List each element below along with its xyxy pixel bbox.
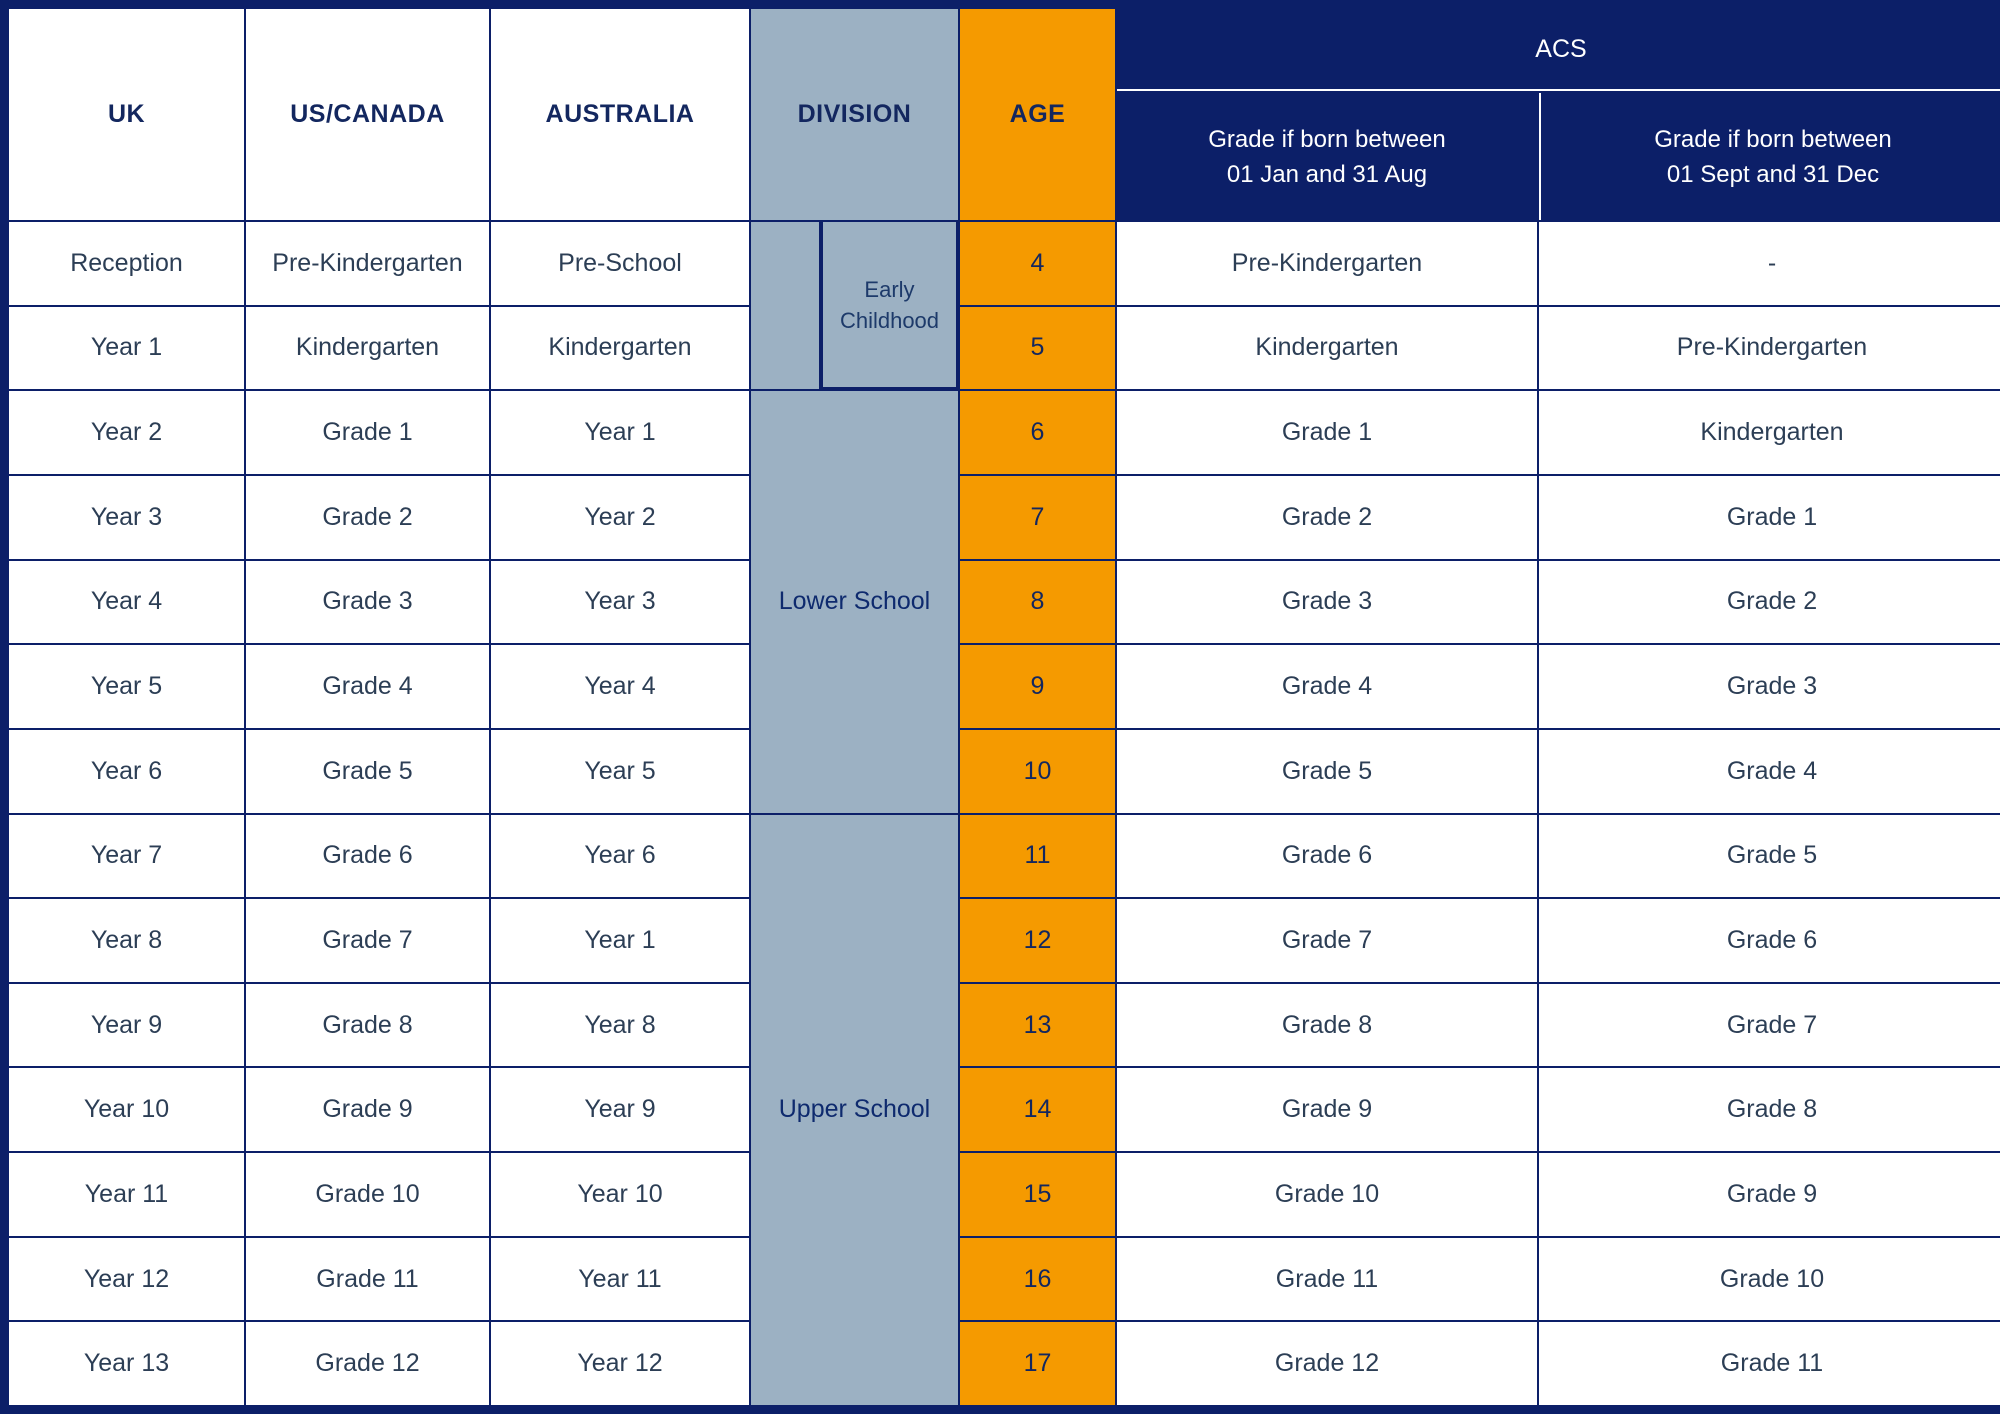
cell-uk: Year 7 bbox=[9, 815, 244, 898]
cell-acs-jan-aug: Grade 9 bbox=[1117, 1068, 1537, 1151]
cell-uk: Year 13 bbox=[9, 1322, 244, 1405]
cell-acs-jan-aug: Pre-Kindergarten bbox=[1117, 222, 1537, 305]
cell-us-canada: Grade 6 bbox=[246, 815, 489, 898]
cell-acs-sep-dec: Grade 1 bbox=[1539, 476, 2000, 559]
cell-us-canada: Grade 11 bbox=[246, 1238, 489, 1321]
cell-uk: Year 5 bbox=[9, 645, 244, 728]
cell-age: 5 bbox=[960, 307, 1115, 390]
cell-us-canada: Pre-Kindergarten bbox=[246, 222, 489, 305]
cell-uk: Year 1 bbox=[9, 307, 244, 390]
division-upper-school: Upper School bbox=[751, 815, 958, 1406]
cell-us-canada: Grade 4 bbox=[246, 645, 489, 728]
cell-acs-jan-aug: Grade 5 bbox=[1117, 730, 1537, 813]
cell-australia: Year 3 bbox=[491, 561, 749, 644]
cell-acs-sep-dec: Grade 8 bbox=[1539, 1068, 2000, 1151]
cell-uk: Year 10 bbox=[9, 1068, 244, 1151]
cell-australia: Year 1 bbox=[491, 391, 749, 474]
cell-acs-jan-aug: Grade 1 bbox=[1117, 391, 1537, 474]
cell-australia: Year 1 bbox=[491, 899, 749, 982]
cell-acs-jan-aug: Grade 10 bbox=[1117, 1153, 1537, 1236]
cell-acs-jan-aug: Grade 4 bbox=[1117, 645, 1537, 728]
cell-australia: Year 5 bbox=[491, 730, 749, 813]
cell-us-canada: Grade 3 bbox=[246, 561, 489, 644]
cell-australia: Year 6 bbox=[491, 815, 749, 898]
cell-uk: Year 8 bbox=[9, 899, 244, 982]
header-division: DIVISION bbox=[751, 9, 958, 220]
cell-age: 15 bbox=[960, 1153, 1115, 1236]
division-lower-school: Lower School bbox=[751, 391, 958, 812]
header-acs-jan-aug: Grade if born between 01 Jan and 31 Aug bbox=[1117, 93, 1537, 220]
cell-uk: Year 3 bbox=[9, 476, 244, 559]
cell-uk: Year 6 bbox=[9, 730, 244, 813]
cell-australia: Pre-School bbox=[491, 222, 749, 305]
cell-age: 8 bbox=[960, 561, 1115, 644]
cell-australia: Kindergarten bbox=[491, 307, 749, 390]
cell-age: 11 bbox=[960, 815, 1115, 898]
header-us-canada: US/CANADA bbox=[246, 9, 489, 220]
cell-uk: Year 2 bbox=[9, 391, 244, 474]
cell-acs-jan-aug: Kindergarten bbox=[1117, 307, 1537, 390]
cell-acs-sep-dec: Grade 11 bbox=[1539, 1322, 2000, 1405]
cell-uk: Year 12 bbox=[9, 1238, 244, 1321]
cell-age: 14 bbox=[960, 1068, 1115, 1151]
cell-us-canada: Grade 8 bbox=[246, 984, 489, 1067]
cell-acs-sep-dec: Pre-Kindergarten bbox=[1539, 307, 2000, 390]
grade-equivalence-table bbox=[9, 9, 1991, 1405]
cell-acs-jan-aug: Grade 8 bbox=[1117, 984, 1537, 1067]
cell-us-canada: Grade 1 bbox=[246, 391, 489, 474]
cell-australia: Year 11 bbox=[491, 1238, 749, 1321]
cell-acs-jan-aug: Grade 12 bbox=[1117, 1322, 1537, 1405]
cell-age: 13 bbox=[960, 984, 1115, 1067]
header-acs: ACS bbox=[1117, 9, 2000, 91]
cell-age: 10 bbox=[960, 730, 1115, 813]
division-early-childhood: Early Childhood bbox=[821, 222, 958, 389]
cell-age: 16 bbox=[960, 1238, 1115, 1321]
cell-acs-sep-dec: Grade 9 bbox=[1539, 1153, 2000, 1236]
header-australia: AUSTRALIA bbox=[491, 9, 749, 220]
cell-australia: Year 8 bbox=[491, 984, 749, 1067]
cell-acs-sep-dec: Grade 2 bbox=[1539, 561, 2000, 644]
cell-acs-jan-aug: Grade 2 bbox=[1117, 476, 1537, 559]
cell-australia: Year 9 bbox=[491, 1068, 749, 1151]
cell-acs-sep-dec: Grade 3 bbox=[1539, 645, 2000, 728]
cell-uk: Reception bbox=[9, 222, 244, 305]
cell-acs-jan-aug: Grade 6 bbox=[1117, 815, 1537, 898]
cell-acs-sep-dec: Grade 5 bbox=[1539, 815, 2000, 898]
cell-acs-jan-aug: Grade 3 bbox=[1117, 561, 1537, 644]
division-spacer bbox=[751, 222, 819, 389]
cell-australia: Year 10 bbox=[491, 1153, 749, 1236]
cell-us-canada: Grade 2 bbox=[246, 476, 489, 559]
cell-us-canada: Grade 5 bbox=[246, 730, 489, 813]
header-acs-sep-dec: Grade if born between 01 Sept and 31 Dec bbox=[1539, 93, 2000, 220]
header-age: AGE bbox=[960, 9, 1115, 220]
cell-australia: Year 2 bbox=[491, 476, 749, 559]
cell-acs-sep-dec: Grade 7 bbox=[1539, 984, 2000, 1067]
cell-age: 6 bbox=[960, 391, 1115, 474]
cell-us-canada: Grade 7 bbox=[246, 899, 489, 982]
cell-acs-jan-aug: Grade 11 bbox=[1117, 1238, 1537, 1321]
cell-age: 9 bbox=[960, 645, 1115, 728]
cell-acs-sep-dec: Grade 6 bbox=[1539, 899, 2000, 982]
cell-uk: Year 9 bbox=[9, 984, 244, 1067]
cell-acs-sep-dec: Kindergarten bbox=[1539, 391, 2000, 474]
cell-age: 17 bbox=[960, 1322, 1115, 1405]
header-uk: UK bbox=[9, 9, 244, 220]
cell-australia: Year 4 bbox=[491, 645, 749, 728]
cell-acs-sep-dec: Grade 4 bbox=[1539, 730, 2000, 813]
cell-us-canada: Grade 9 bbox=[246, 1068, 489, 1151]
cell-uk: Year 4 bbox=[9, 561, 244, 644]
cell-australia: Year 12 bbox=[491, 1322, 749, 1405]
cell-age: 12 bbox=[960, 899, 1115, 982]
cell-us-canada: Kindergarten bbox=[246, 307, 489, 390]
cell-acs-sep-dec: Grade 10 bbox=[1539, 1238, 2000, 1321]
cell-uk: Year 11 bbox=[9, 1153, 244, 1236]
cell-us-canada: Grade 10 bbox=[246, 1153, 489, 1236]
cell-acs-jan-aug: Grade 7 bbox=[1117, 899, 1537, 982]
cell-age: 7 bbox=[960, 476, 1115, 559]
cell-age: 4 bbox=[960, 222, 1115, 305]
cell-us-canada: Grade 12 bbox=[246, 1322, 489, 1405]
cell-acs-sep-dec: - bbox=[1539, 222, 2000, 305]
